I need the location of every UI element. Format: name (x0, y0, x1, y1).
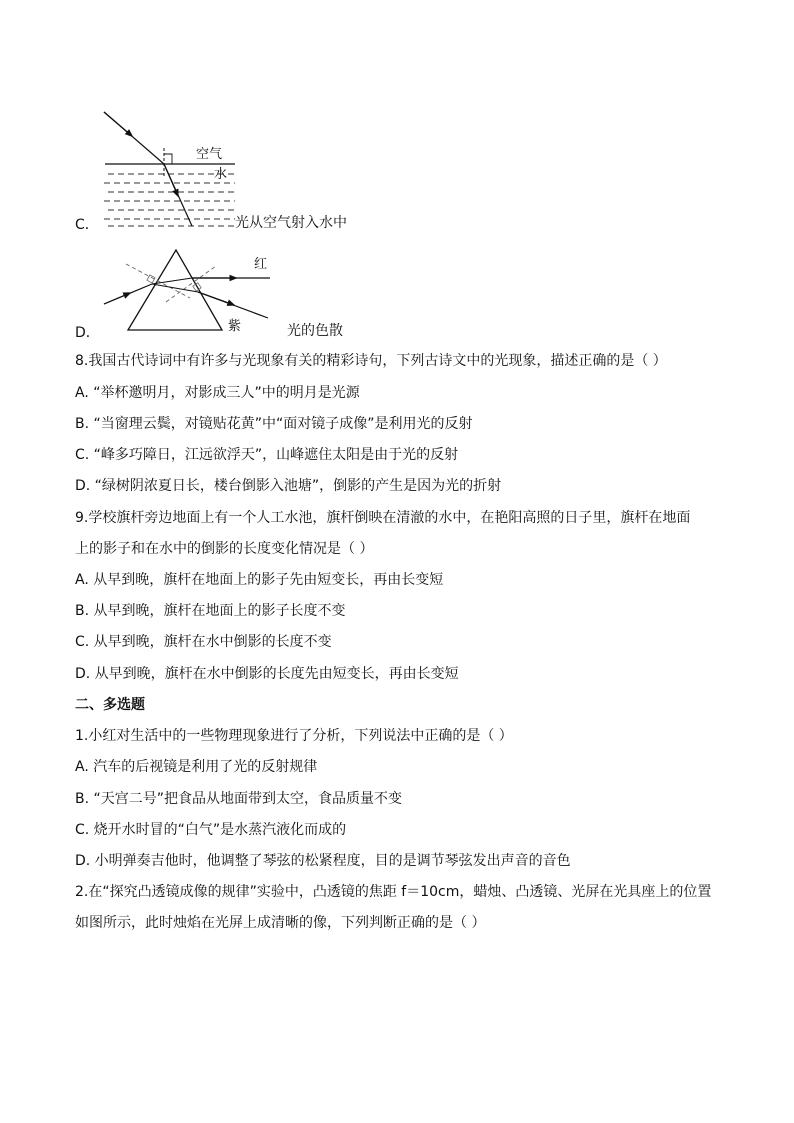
q9-option-c: C. 从早到晚，旗杆在水中倒影的长度不变 (75, 634, 332, 650)
q9-option-d: D. 从早到晚，旗杆在水中倒影的长度先由短变长，再由长变短 (75, 666, 459, 682)
mq1-option-d: D. 小明弹奏吉他时，他调整了琴弦的松紧程度，目的是调节琴弦发出声音的音色 (75, 853, 571, 869)
q9-stem-line2: 上的影子和在水中的倒影的长度变化情况是（ ） (75, 541, 374, 557)
label-air: 空气 (196, 147, 223, 162)
label-water: 水 (214, 167, 228, 182)
mq2-stem-line2: 如图所示，此时烛焰在光屏上成清晰的像，下列判断正确的是（ ） (75, 915, 486, 931)
label-red: 红 (254, 257, 268, 272)
q8-option-a: A. “举杯邀明月，对影成三人”中的明月是光源 (75, 385, 360, 401)
q8-option-b: B. “当窗理云鬓，对镜贴花黄”中“面对镜子成像”是利用光的反射 (75, 416, 473, 432)
section-heading: 二、多选题 (75, 697, 145, 713)
q8-option-c: C. “峰多巧障日，江远欲浮天”，山峰遮住太阳是由于光的反射 (75, 447, 459, 463)
q9-stem-line1: 9.学校旗杆旁边地面上有一个人工水池，旗杆倒映在清澈的水中，在艳阳高照的日子里，旗杆在地面 (75, 510, 691, 526)
q8-stem: 8.我国古代诗词中有许多与光现象有关的精彩诗句，下列古诗文中的光现象，描述正确的是（ ） (75, 353, 667, 369)
mq1-option-c: C. 烧开水时冒的“白气”是水蒸汽液化而成的 (75, 822, 347, 838)
mq1-option-b: B. “天宫二号”把食品从地面带到太空，食品质量不变 (75, 791, 403, 807)
q8-option-d: D. “绿树阴浓夏日长，楼台倒影入池塘”，倒影的产生是因为光的折射 (75, 478, 502, 494)
mq1-stem: 1.小红对生活中的一些物理现象进行了分析，下列说法中正确的是（ ） (75, 728, 513, 744)
dispersion-caption: 光的色散 (287, 323, 343, 339)
refraction-caption: 光从空气射入水中 (235, 215, 347, 231)
prism-dispersion-diagram (100, 246, 290, 336)
right-angle-mark (164, 154, 172, 164)
prism (128, 250, 222, 330)
mq1-option-a: A. 汽车的后视镜是利用了光的反射规律 (75, 759, 318, 775)
q9-option-b: B. 从早到晚，旗杆在地面上的影子长度不变 (75, 603, 346, 619)
label-violet: 紫 (228, 319, 242, 334)
q9-option-a: A. 从早到晚，旗杆在地面上的影子先由短变长，再由长变短 (75, 572, 444, 588)
mq2-stem-line1: 2.在“探究凸透镜成像的规律”实验中，凸透镜的焦距 f＝10cm，蜡烛、凸透镜、光屏在光具座上的位置 (75, 884, 712, 900)
refraction-diagram (100, 108, 240, 230)
option-d-label: D． (75, 325, 100, 341)
option-c-label: C． (75, 217, 99, 233)
